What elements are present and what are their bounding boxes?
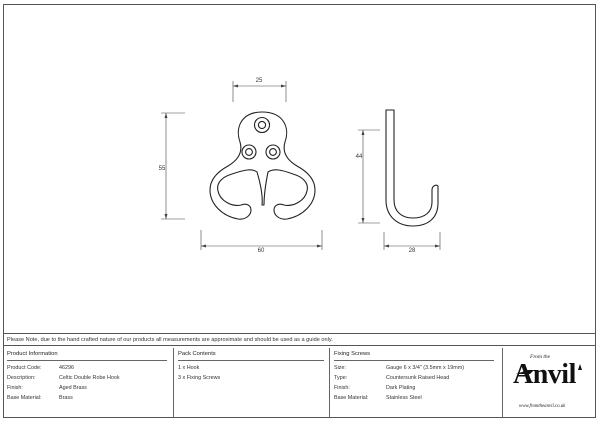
product-information-section xyxy=(3,348,173,418)
screw-hole-right xyxy=(266,145,280,159)
screw-type-row: Type: Countersunk Raised Head xyxy=(334,375,450,381)
dim-side-height: 44 xyxy=(355,154,363,160)
screw-size-value: Gauge 6 x 3/4" (3.5mm x 19mm) xyxy=(386,365,465,371)
pack-item: 3 x Fixing Screws xyxy=(178,375,221,381)
product-information-title: Product Information xyxy=(7,351,58,357)
product-code-row: Product Code: 46296 xyxy=(7,365,74,371)
description-value: Celtic Double Robe Hook xyxy=(59,375,120,381)
base-material-value: Brass xyxy=(59,395,73,401)
fixing-screws-section xyxy=(330,348,502,418)
screw-type-value: Countersunk Raised Head xyxy=(386,375,450,381)
hook-side-outline xyxy=(386,110,438,226)
dim-top-width: 25 xyxy=(255,78,263,84)
screw-material-row: Base Material: Stainless Steel xyxy=(334,395,422,401)
screw-finish-value: Dark Plating xyxy=(386,385,416,391)
screw-finish-row: Finish: Dark Plating xyxy=(334,385,416,391)
screw-material-value: Stainless Steel xyxy=(386,395,422,401)
logo-from-text: From the xyxy=(530,354,551,360)
pack-contents-title: Pack Contents xyxy=(178,351,216,357)
logo-url: www.fromtheanvil.co.uk xyxy=(519,404,566,409)
measurement-note: Please Note, due to the hand crafted nature of our products all measurements are approximate and should be used as a guide only. xyxy=(3,333,596,346)
pack-contents-section xyxy=(174,348,329,418)
screw-hole-top xyxy=(255,118,270,133)
dim-side-depth: 28 xyxy=(408,248,416,254)
finish-row: Finish: Aged Brass xyxy=(7,385,87,391)
description-row: Description: Celtic Double Robe Hook xyxy=(7,375,120,381)
dim-height: 55 xyxy=(158,166,166,172)
finish-value: Aged Brass xyxy=(59,385,87,391)
screw-size-row: Size: Gauge 6 x 3/4" (3.5mm x 19mm) xyxy=(334,365,465,371)
product-code-value: 46296 xyxy=(59,365,74,371)
screw-hole-left xyxy=(242,145,256,159)
pack-item: 1 x Hook xyxy=(178,365,200,371)
dim-bottom-width: 60 xyxy=(257,248,265,254)
base-material-row: Base Material: Brass xyxy=(7,395,73,401)
logo-wordmark: Anvil xyxy=(513,359,576,390)
fixing-screws-title: Fixing Screws xyxy=(334,351,371,357)
